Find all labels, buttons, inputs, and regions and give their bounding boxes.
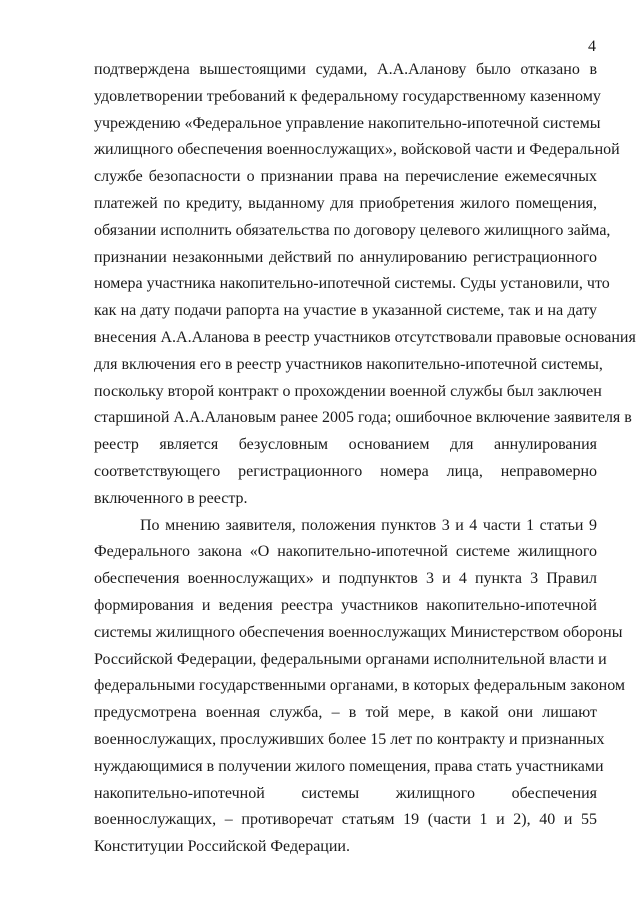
text-line: соответствующего регистрационного номера лица, неправомерно	[94, 462, 597, 480]
text-line: Федерального закона «О накопительно-ипотечной системе жилищного	[94, 543, 597, 561]
text-line: накопительно-ипотечной системы жилищного обеспечения	[94, 784, 597, 802]
text-line: для включения его в реестр участников накопительно-ипотечной системы,	[94, 355, 603, 373]
paragraph-applicant-position	[94, 513, 626, 861]
paragraph-court-decision	[94, 57, 636, 513]
text-line: жилищного обеспечения военнослужащих», войсковой части и Федеральной	[94, 141, 620, 159]
text-line: удовлетворении требований к федеральному государственному казенному	[94, 87, 601, 105]
text-line: службе безопасности о признании права на перечисление ежемесячных	[94, 168, 597, 186]
text-line: обеспечения военнослужащих» и подпунктов 3 и 4 пункта 3 Правил	[94, 570, 597, 588]
text-line: реестр является безусловным основанием для аннулирования	[94, 436, 597, 454]
text-line: учреждению «Федеральное управление накопительно-ипотечной системы	[94, 114, 601, 132]
text-line: Конституции Российской Федерации.	[94, 838, 350, 856]
text-line: номера участника накопительно-ипотечной системы. Суды установили, что	[94, 275, 610, 293]
text-line: военнослужащих, – противоречат статьям 19 (части 1 и 2), 40 и 55	[94, 811, 597, 829]
text-line: нуждающимися в получении жилого помещения, права стать участниками	[94, 757, 604, 775]
text-line: поскольку второй контракт о прохождении военной службы был заключен	[94, 382, 602, 400]
text-line: старшиной А.А.Алановым ранее 2005 года; ошибочное включение заявителя в	[94, 409, 632, 427]
text-line: внесения А.А.Аланова в реестр участников отсутствовали правовые основания	[94, 328, 636, 346]
text-line: По мнению заявителя, положения пунктов 3 и 4 части 1 статьи 9	[140, 516, 597, 534]
text-line: федеральными государственными органами, в которых федеральным законом	[94, 677, 626, 695]
text-line: предусмотрена военная служба, – в той мере, в какой они лишают	[94, 704, 597, 722]
text-line: военнослужащих, прослуживших более 15 лет по контракту и признанных	[94, 730, 605, 748]
text-line: признании незаконными действий по аннулированию регистрационного	[94, 248, 597, 266]
text-line: системы жилищного обеспечения военнослужащих Министерством обороны	[94, 623, 623, 641]
text-line: включенного в реестр.	[94, 489, 248, 507]
page-number: 4	[588, 38, 596, 55]
text-line: платежей по кредиту, выданному для приобретения жилого помещения,	[94, 194, 597, 212]
text-line: Российской Федерации, федеральными органами исполнительной власти и	[94, 650, 607, 668]
text-line: формирования и ведения реестра участников накопительно-ипотечной	[94, 596, 597, 614]
text-line: подтверждена вышестоящими судами, А.А.Аланову было отказано в	[94, 61, 597, 78]
text-line: обязании исполнить обязательства по договору целевого жилищного займа,	[94, 221, 611, 239]
text-line: как на дату подачи рапорта на участие в указанной системе, так и на дату	[94, 302, 597, 320]
document-body	[94, 57, 636, 861]
